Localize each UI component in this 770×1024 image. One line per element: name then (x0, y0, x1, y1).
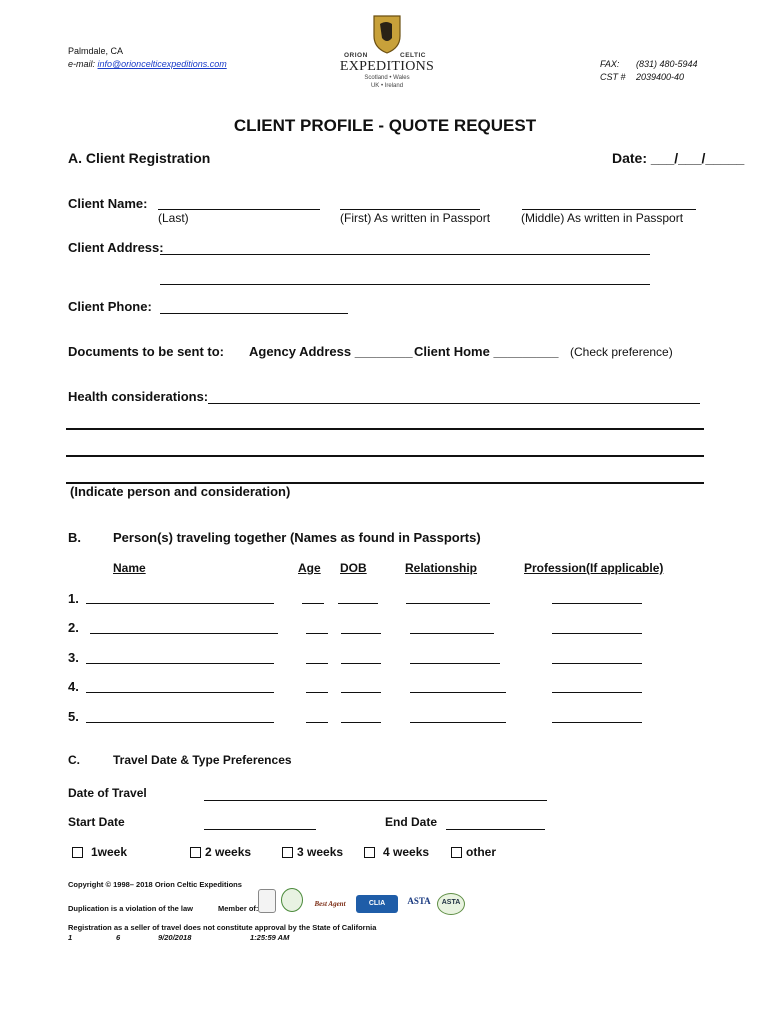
health-input-2[interactable] (66, 428, 704, 430)
phone-label: Client Phone: (68, 299, 152, 314)
row-number: 2. (68, 620, 79, 635)
last-hint: (Last) (158, 211, 189, 225)
traveler-dob-input[interactable] (341, 633, 381, 634)
traveler-relationship-input[interactable] (410, 722, 506, 723)
traveler-dob-input[interactable] (341, 663, 381, 664)
check-preference-note: (Check preference) (570, 345, 673, 359)
last-name-input[interactable] (158, 209, 320, 210)
footer-registration: Registration as a seller of travel does not constitute approval by the State of California (68, 923, 377, 932)
option-1week[interactable]: 1week (72, 845, 127, 859)
email-label: e-mail: (68, 59, 96, 69)
fax-value: (831) 480-5944 (636, 59, 698, 69)
phone-input[interactable] (160, 313, 348, 314)
shield-lion-icon (336, 14, 438, 54)
traveler-relationship-input[interactable] (410, 692, 506, 693)
traveler-name-input[interactable] (86, 663, 274, 664)
col-name: Name (113, 561, 146, 575)
clia-logo: CLIA (356, 895, 398, 913)
col-dob: DOB (340, 561, 367, 575)
logo-celtic: CELTIC (400, 52, 426, 59)
footer-date: 9/20/2018 (158, 933, 192, 942)
footer-page-count: 6 (116, 933, 121, 942)
first-name-input[interactable] (340, 209, 480, 210)
checkbox-icon[interactable] (72, 847, 83, 858)
footer-time: 1:25:59 AM (250, 933, 290, 942)
start-date-input[interactable] (204, 829, 316, 830)
logo-sub2: UK • Ireland (370, 83, 404, 89)
address-label: Client Address: (68, 240, 164, 255)
col-profession: Profession(If applicable) (524, 561, 664, 575)
association-logo-1 (258, 889, 276, 913)
traveler-dob-input[interactable] (341, 722, 381, 723)
option-other[interactable]: other (451, 845, 496, 859)
indicate-note: (Indicate person and consideration) (70, 484, 291, 499)
footer-member-label: Member of: (218, 904, 259, 913)
section-b-heading: Person(s) traveling together (Names as found in Passports) (113, 530, 481, 545)
association-logo-2 (281, 888, 303, 912)
start-date-label: Start Date (68, 815, 125, 829)
option-2weeks[interactable]: 2 weeks (190, 845, 251, 859)
traveler-dob-input[interactable] (338, 603, 378, 604)
email-link[interactable]: info@orioncelticexpeditions.com (97, 59, 227, 69)
end-date-input[interactable] (446, 829, 545, 830)
traveler-dob-input[interactable] (341, 692, 381, 693)
traveler-relationship-input[interactable] (410, 663, 500, 664)
row-number: 5. (68, 709, 79, 724)
client-name-label: Client Name: (68, 196, 148, 211)
checkbox-icon[interactable] (282, 847, 293, 858)
company-logo (336, 14, 438, 92)
traveler-name-input[interactable] (86, 722, 274, 723)
section-c-heading: Travel Date & Type Preferences (113, 753, 292, 767)
footer-page-num: 1 (68, 933, 73, 942)
traveler-profession-input[interactable] (552, 663, 642, 664)
checkbox-icon[interactable] (364, 847, 375, 858)
date-of-travel-label: Date of Travel (68, 786, 147, 800)
cst-label: CST # (600, 72, 626, 82)
footer-copyright: Copyright © 1998– 2018 Orion Celtic Expeditions (68, 880, 242, 889)
checkbox-icon[interactable] (451, 847, 462, 858)
header-city: Palmdale, CA (68, 46, 124, 56)
section-c-letter: C. (68, 753, 80, 767)
traveler-name-input[interactable] (90, 633, 278, 634)
health-input-1[interactable] (208, 403, 700, 404)
agency-address-option[interactable]: Agency Address ________ (249, 344, 413, 359)
fax-label: FAX: (600, 59, 620, 69)
traveler-age-input[interactable] (306, 633, 328, 634)
best-agent-logo: Best Agent (314, 900, 346, 908)
header-email-line (68, 59, 227, 69)
asta-logo-2: ASTA (437, 893, 465, 915)
date-field[interactable]: Date: ___/___/_____ (612, 150, 745, 166)
section-b-letter: B. (68, 530, 81, 545)
address-input-2[interactable] (160, 284, 650, 285)
section-a-heading: A. Client Registration (68, 150, 211, 166)
documents-label: Documents to be sent to: (68, 344, 225, 359)
health-label: Health considerations: (68, 389, 209, 404)
traveler-relationship-input[interactable] (410, 633, 494, 634)
cst-value: 2039400-40 (636, 72, 685, 82)
option-3weeks[interactable]: 3 weeks (282, 845, 343, 859)
first-hint: (First) As written in Passport (340, 211, 491, 225)
address-input-1[interactable] (160, 254, 650, 255)
col-age: Age (298, 561, 321, 575)
logo-orion: ORION (344, 52, 368, 59)
middle-name-input[interactable] (522, 209, 696, 210)
row-number: 3. (68, 650, 79, 665)
asta-logo-1: ASTA (407, 896, 431, 906)
traveler-age-input[interactable] (306, 692, 328, 693)
traveler-name-input[interactable] (86, 603, 274, 604)
date-of-travel-input[interactable] (204, 800, 547, 801)
row-number: 1. (68, 591, 79, 606)
client-home-option[interactable]: Client Home _________ (414, 344, 559, 359)
logo-sub1: Scotland • Wales (364, 75, 410, 81)
col-relationship: Relationship (405, 561, 478, 575)
traveler-name-input[interactable] (86, 692, 274, 693)
page-title: CLIENT PROFILE - QUOTE REQUEST (233, 116, 537, 135)
traveler-profession-input[interactable] (552, 633, 642, 634)
traveler-relationship-input[interactable] (406, 603, 490, 604)
checkbox-icon[interactable] (190, 847, 201, 858)
option-4weeks[interactable]: 4 weeks (364, 845, 429, 859)
traveler-profession-input[interactable] (552, 722, 642, 723)
middle-hint: (Middle) As written in Passport (521, 211, 684, 225)
traveler-age-input[interactable] (306, 663, 328, 664)
traveler-age-input[interactable] (302, 603, 324, 604)
logo-expeditions: EXPEDITIONS (339, 59, 435, 74)
traveler-profession-input[interactable] (552, 692, 642, 693)
row-number: 4. (68, 679, 79, 694)
end-date-label: End Date (385, 815, 438, 829)
traveler-profession-input[interactable] (552, 603, 642, 604)
footer-duplication: Duplication is a violation of the law (68, 904, 194, 913)
traveler-age-input[interactable] (306, 722, 328, 723)
health-input-3[interactable] (66, 455, 704, 457)
